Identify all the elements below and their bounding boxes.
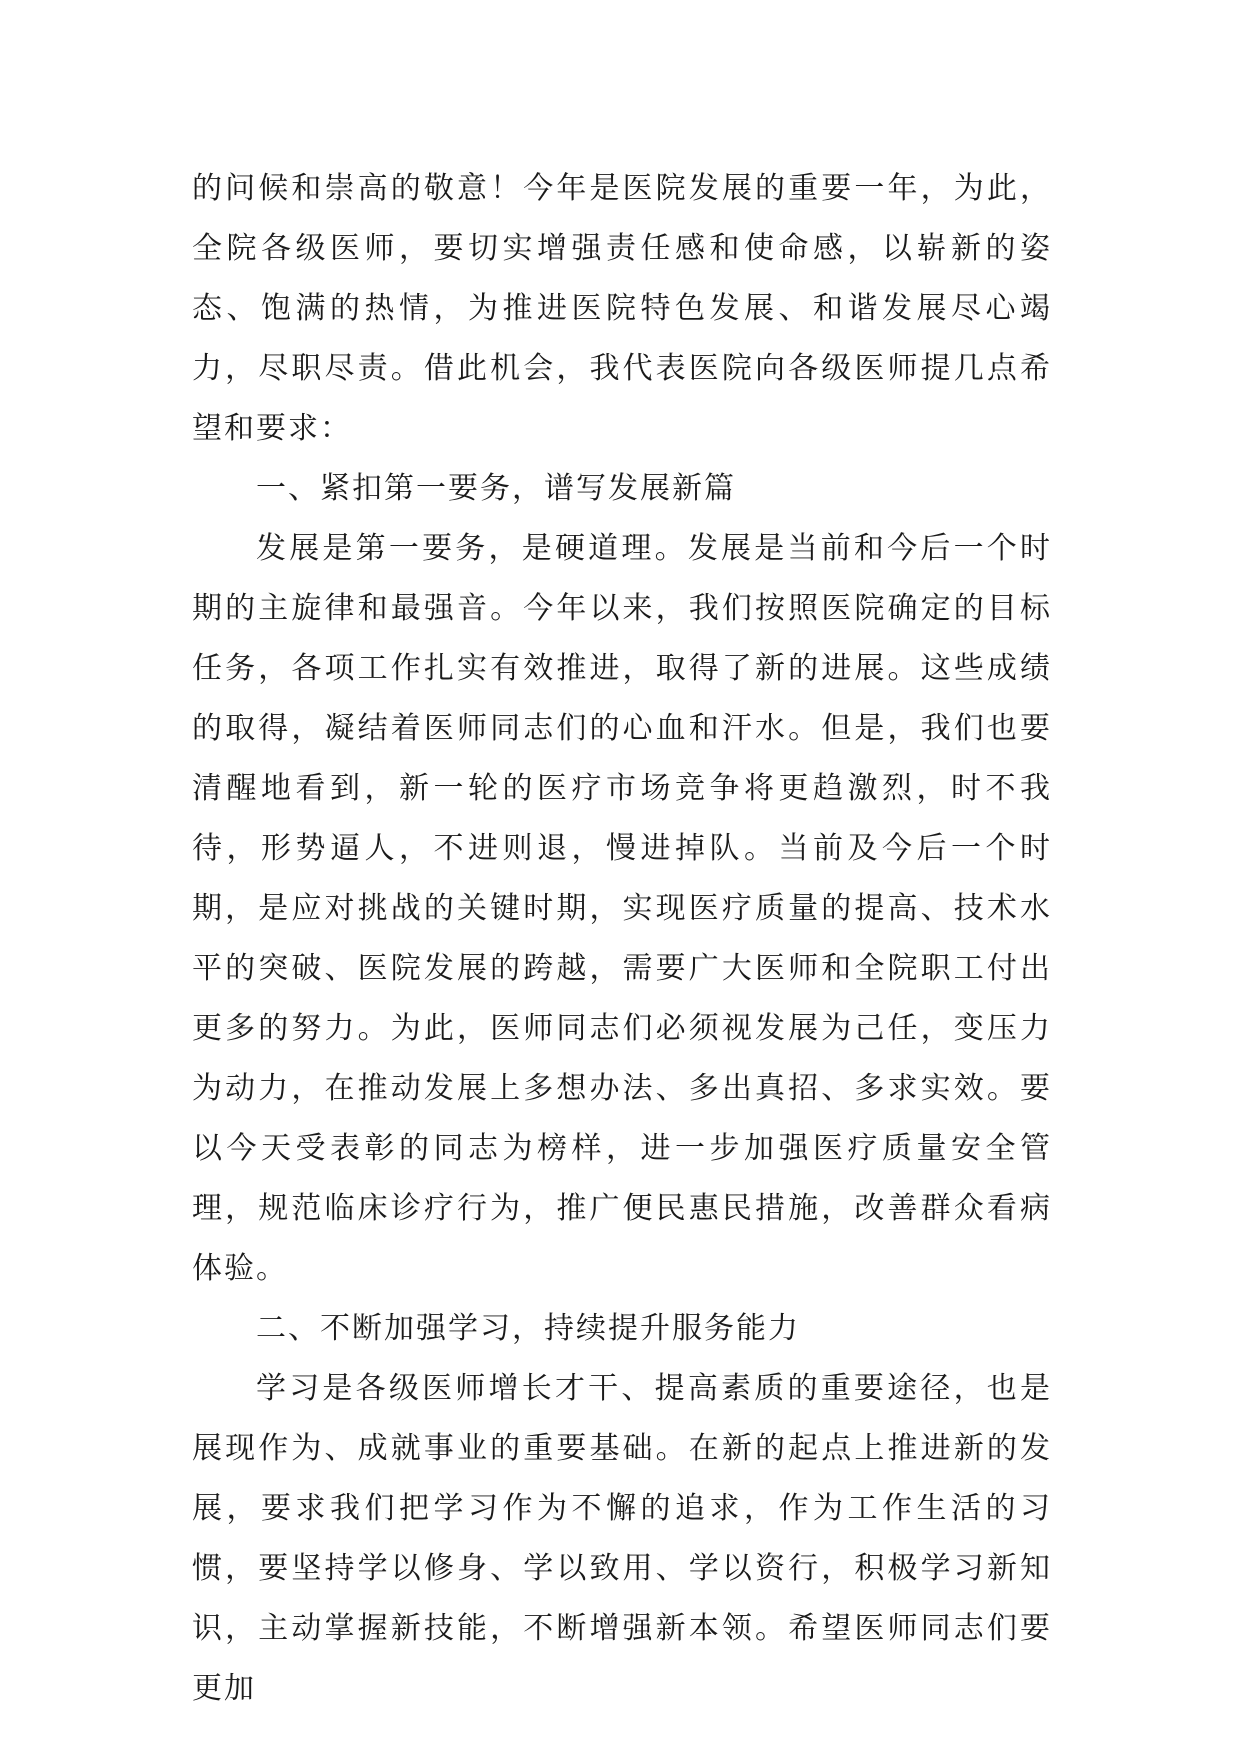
body-paragraph-1: 的问候和崇高的敬意！今年是医院发展的重要一年，为此，全院各级医师，要切实增强责任感和使命感，以崭新的姿态、饱满的热情，为推进医院特色发展、和谐发展尽心竭力，尽职尽责。借此机会，我代表医院向各级医师提几点希望和要求： — [192, 171, 1052, 446]
body-paragraph-3: 学习是各级医师增长才干、提高素质的重要途径，也是展现作为、成就事业的重要基础。在新的起点上推进新的发展，要求我们把学习作为不懈的追求，作为工作生活的习惯，要坚持学以修身、学以致用、学以资行，积极学习新知识，主动掌握新技能，不断增强新本领。希望医师同志们要更加 — [192, 1371, 1052, 1706]
section-heading-2: 二、不断加强学习，持续提升服务能力 — [256, 1311, 800, 1346]
body-paragraph-2: 发展是第一要务，是硬道理。发展是当前和今后一个时期的主旋律和最强音。今年以来，我们按照医院确定的目标任务，各项工作扎实有效推进，取得了新的进展。这些成绩的取得，凝结着医师同志们的心血和汗水。但是，我们也要清醒地看到，新一轮的医疗市场竞争将更趋激烈，时不我待，形势逼人，不进则退，慢进掉队。当前及今后一个时期，是应对挑战的关键时期，实现医疗质量的提高、技术水平的突破、医院发展的跨越，需要广大医师和全院职工付出更多的努力。为此，医师同志们必须视发展为己任，变压力为动力，在推动发展上多想办法、多出真招、多求实效。要以今天受表彰的同志为榜样，进一步加强医疗质量安全管理，规范临床诊疗行为，推广便民惠民措施，改善群众看病体验。 — [192, 531, 1052, 1286]
section-heading-1: 一、紧扣第一要务，谱写发展新篇 — [256, 471, 736, 506]
document-page — [192, 159, 1052, 1719]
